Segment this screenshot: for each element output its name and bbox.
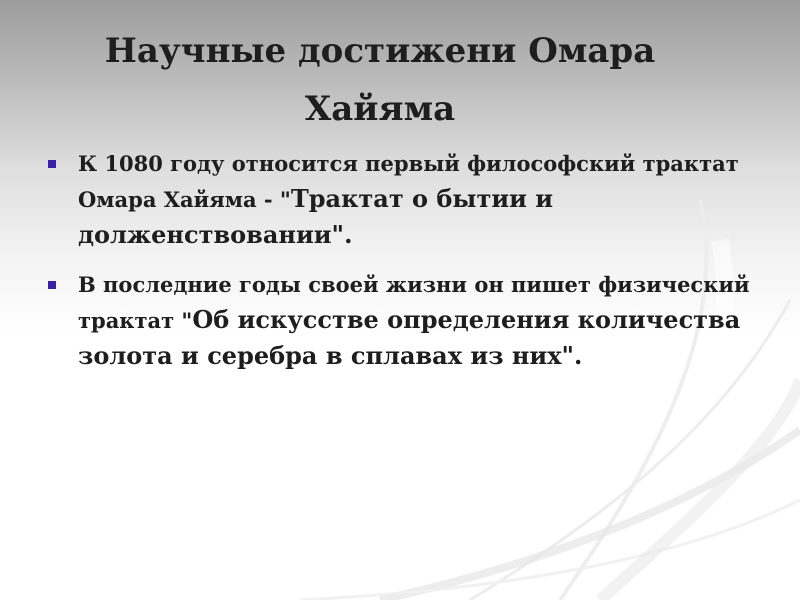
square-bullet-icon	[48, 160, 56, 168]
bullet-text	[78, 272, 750, 369]
bullet-quoted-title: Об искусстве определения количества золота и серебра в сплавах из них".	[78, 305, 741, 370]
bullet-text-part: К 1080 году относится первый философский трактат Омара Хайяма - "	[78, 151, 739, 212]
bullet-text-part: В последние годы своей жизни он пишет физический трактат "	[78, 272, 750, 333]
bullet-text	[78, 151, 739, 248]
square-bullet-icon	[48, 281, 56, 289]
swoosh-curve	[380, 430, 800, 600]
bullet-list	[44, 146, 754, 388]
bullet-item	[44, 267, 754, 374]
slide-title	[70, 22, 690, 138]
title-line-1: Научные достижени Омара	[104, 31, 656, 71]
title-line-2: Хайяма	[304, 89, 456, 129]
bullet-item	[44, 146, 754, 253]
bullet-quoted-title: Трактат о бытии и долженствовании".	[78, 184, 554, 249]
